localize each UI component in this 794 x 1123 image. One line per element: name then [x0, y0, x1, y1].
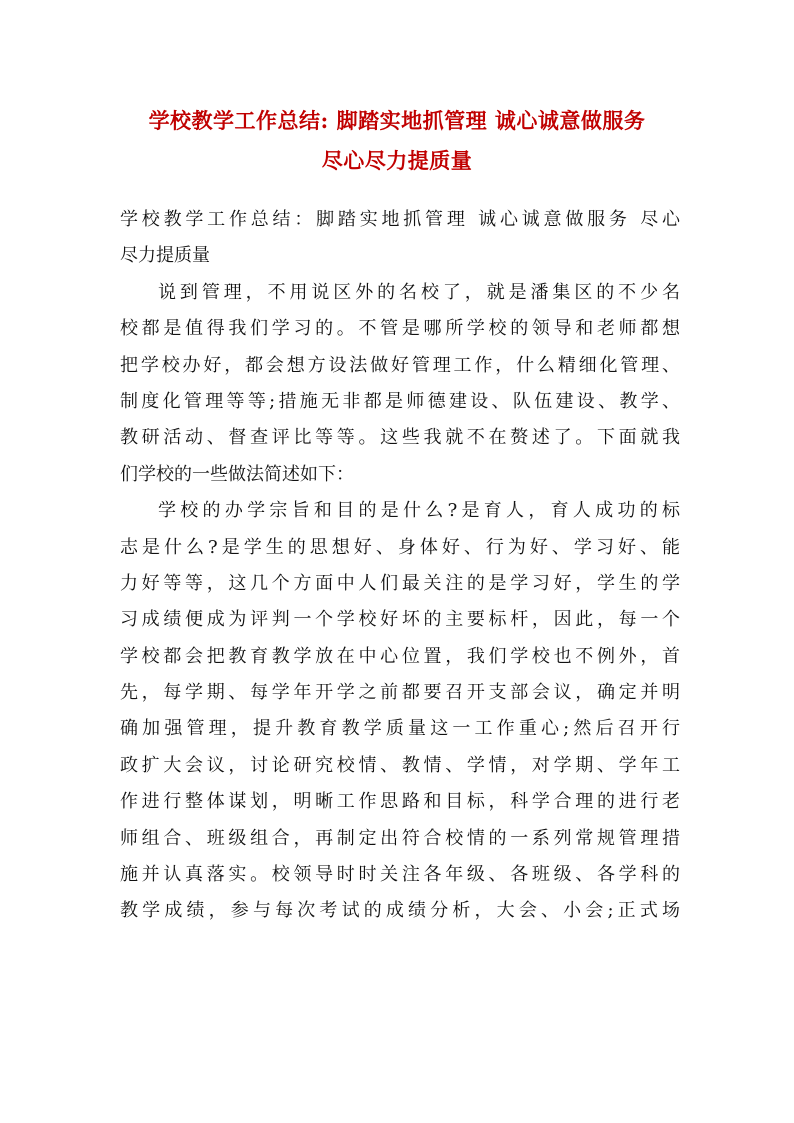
- body-line: 确加强管理，提升教育教学质量这一工作重心;然后召开行: [120, 718, 680, 740]
- body-line: 教学成绩，参与每次考试的成绩分析，大会、小会;正式场: [120, 900, 680, 922]
- body-line: 把学校办好，都会想方设法做好管理工作，什么精细化管理、: [120, 354, 680, 376]
- body-line: 制度化管理等等;措施无非都是师德建设、队伍建设、教学、: [120, 390, 680, 412]
- body-line: 校都是值得我们学习的。不管是哪所学校的领导和老师都想: [120, 318, 680, 340]
- body-line-subtitle-1: 学校教学工作总结：脚踏实地抓管理 诚心诚意做服务 尽心: [120, 209, 680, 230]
- body-line: 师组合、班级组合，再制定出符合校情的一系列常规管理措: [120, 827, 680, 849]
- body-line: 教研活动、督查评比等等。这些我就不在赘述了。下面就我: [120, 427, 680, 449]
- body-line: 力好等等，这几个方面中人们最关注的是学习好，学生的学: [120, 572, 680, 594]
- document-title-line-1: 学校教学工作总结: 脚踏实地抓管理 诚心诚意做服务: [148, 108, 646, 133]
- body-line-paragraph-2-start: 学校的办学宗旨和目的是什么?是育人，育人成功的标: [158, 500, 680, 522]
- body-line: 作进行整体谋划，明晰工作思路和目标，科学合理的进行老: [120, 791, 680, 813]
- body-line: 学校都会把教育教学放在中心位置，我们学校也不例外，首: [120, 645, 680, 667]
- body-line: 政扩大会议，讨论研究校情、教情、学情，对学期、学年工: [120, 754, 680, 776]
- body-line: 施并认真落实。校领导时时关注各年级、各班级、各学科的: [120, 864, 680, 886]
- body-line-paragraph-1-end: 们学校的一些做法简述如下：: [120, 463, 354, 485]
- document-body: [120, 202, 680, 930]
- body-line: 志是什么?是学生的思想好、身体好、行为好、学习好、能: [120, 536, 680, 558]
- body-line-subtitle-2: 尽力提质量: [120, 245, 210, 267]
- body-line: 先，每学期、每学年开学之前都要召开支部会议，确定并明: [120, 682, 680, 704]
- body-line-paragraph-1-start: 说到管理，不用说区外的名校了，就是潘集区的不少名: [158, 281, 680, 303]
- document-title-line-2: 尽心尽力提质量: [321, 148, 473, 173]
- body-line: 习成绩便成为评判一个学校好坏的主要标杆，因此，每一个: [120, 609, 680, 631]
